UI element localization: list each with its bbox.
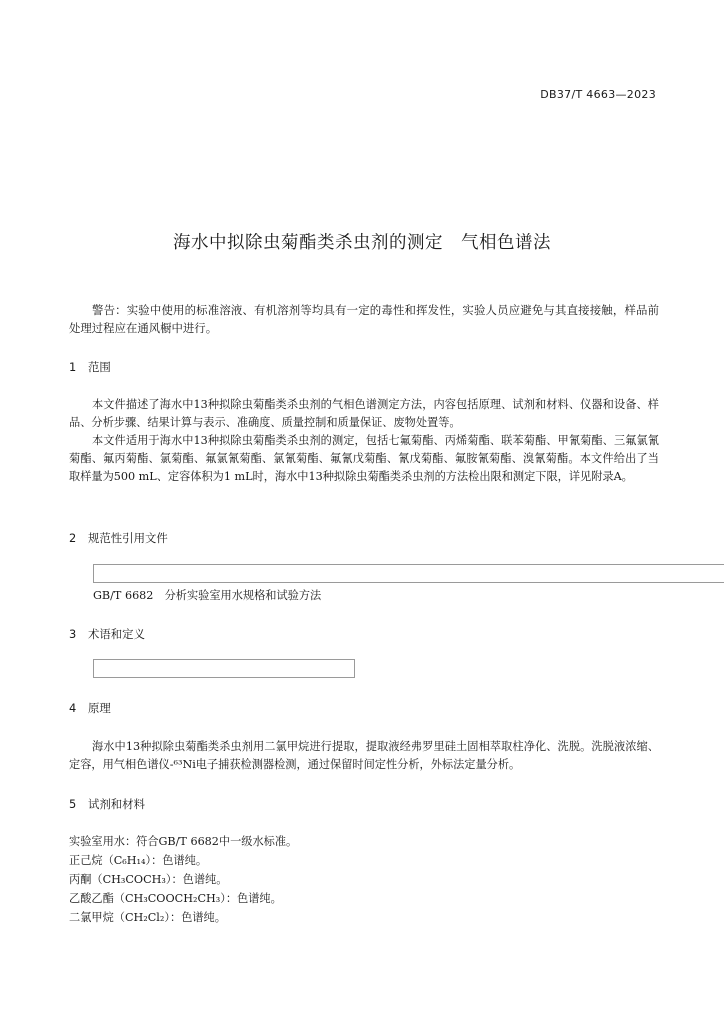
section-number: 1 <box>69 360 77 374</box>
reagent-item: 丙酮（CH₃COCH₃）：色谱纯。 <box>69 873 228 886</box>
section-title: 试剂和材料 <box>88 797 145 811</box>
section-number: 4 <box>69 701 77 715</box>
standard-code: DB37/T 4663—2023 <box>540 88 656 101</box>
reagent-item: 乙酸乙酯（CH₃COOCH₂CH₃）：色谱纯。 <box>69 892 282 905</box>
reagent-item: 二氯甲烷（CH₂Cl₂）：色谱纯。 <box>69 911 226 924</box>
section-title: 范围 <box>88 360 111 374</box>
reagent-item: 正己烷（C₆H₁₄）：色谱纯。 <box>69 854 208 867</box>
section-title: 术语和定义 <box>88 627 145 641</box>
section-number: 3 <box>69 627 77 641</box>
scope-paragraph-1: 本文件描述了海水中13种拟除虫菊酯类杀虫剂的气相色谱测定方法，内容包括原理、试剂和材料、仪器和设备、样品、分析步骤、结果计算与表示、准确度、质量控制和质量保证、废物处置等。 <box>69 398 659 429</box>
section-title: 规范性引用文件 <box>88 531 168 545</box>
principle-paragraph: 海水中13种拟除虫菊酯类杀虫剂用二氯甲烷进行提取，提取液经弗罗里硅土固相萃取柱净化、洗脱。洗脱液浓缩、定容，用气相色谱仪-⁶³Ni电子捕获检测器检测，通过保留时间定性分析，外标法定量分析。 <box>69 740 659 771</box>
section-2-heading <box>69 530 168 546</box>
section-number: 2 <box>69 531 77 545</box>
reference-field-box <box>93 564 724 583</box>
warning-text: 警告：实验中使用的标准溶液、有机溶剂等均具有一定的毒性和挥发性，实验人员应避免与其直接接触，样品前处理过程应在通风橱中进行。 <box>69 303 659 335</box>
section-number: 5 <box>69 797 77 811</box>
reagent-item: 实验室用水：符合GB/T 6682中一级水标准。 <box>69 835 298 848</box>
normative-reference-item: GB/T 6682 分析实验室用水规格和试验方法 <box>93 589 322 602</box>
terms-field-box <box>93 659 355 678</box>
section-5-heading <box>69 796 145 812</box>
section-3-heading <box>69 626 145 642</box>
section-4-heading <box>69 700 111 716</box>
section-1-heading <box>69 359 111 375</box>
scope-paragraph-2: 本文件适用于海水中13种拟除虫菊酯类杀虫剂的测定，包括七氟菊酯、丙烯菊酯、联苯菊酯、甲氰菊酯、三氟氯氰菊酯、氟丙菊酯、氯菊酯、氟氯氰菊酯、氯氰菊酯、氟氰戊菊酯、氰戊菊酯、氟胺氰菊酯、溴氰菊酯。本文件给出了当取样量为500 mL、定容体积为1 mL时，海水中13种拟除虫菊酯类杀虫剂的方法检出限和测定下限，详见附录A。 <box>69 434 659 483</box>
section-title: 原理 <box>88 701 111 715</box>
document-title: 海水中拟除虫菊酯类杀虫剂的测定 气相色谱法 <box>173 233 551 253</box>
